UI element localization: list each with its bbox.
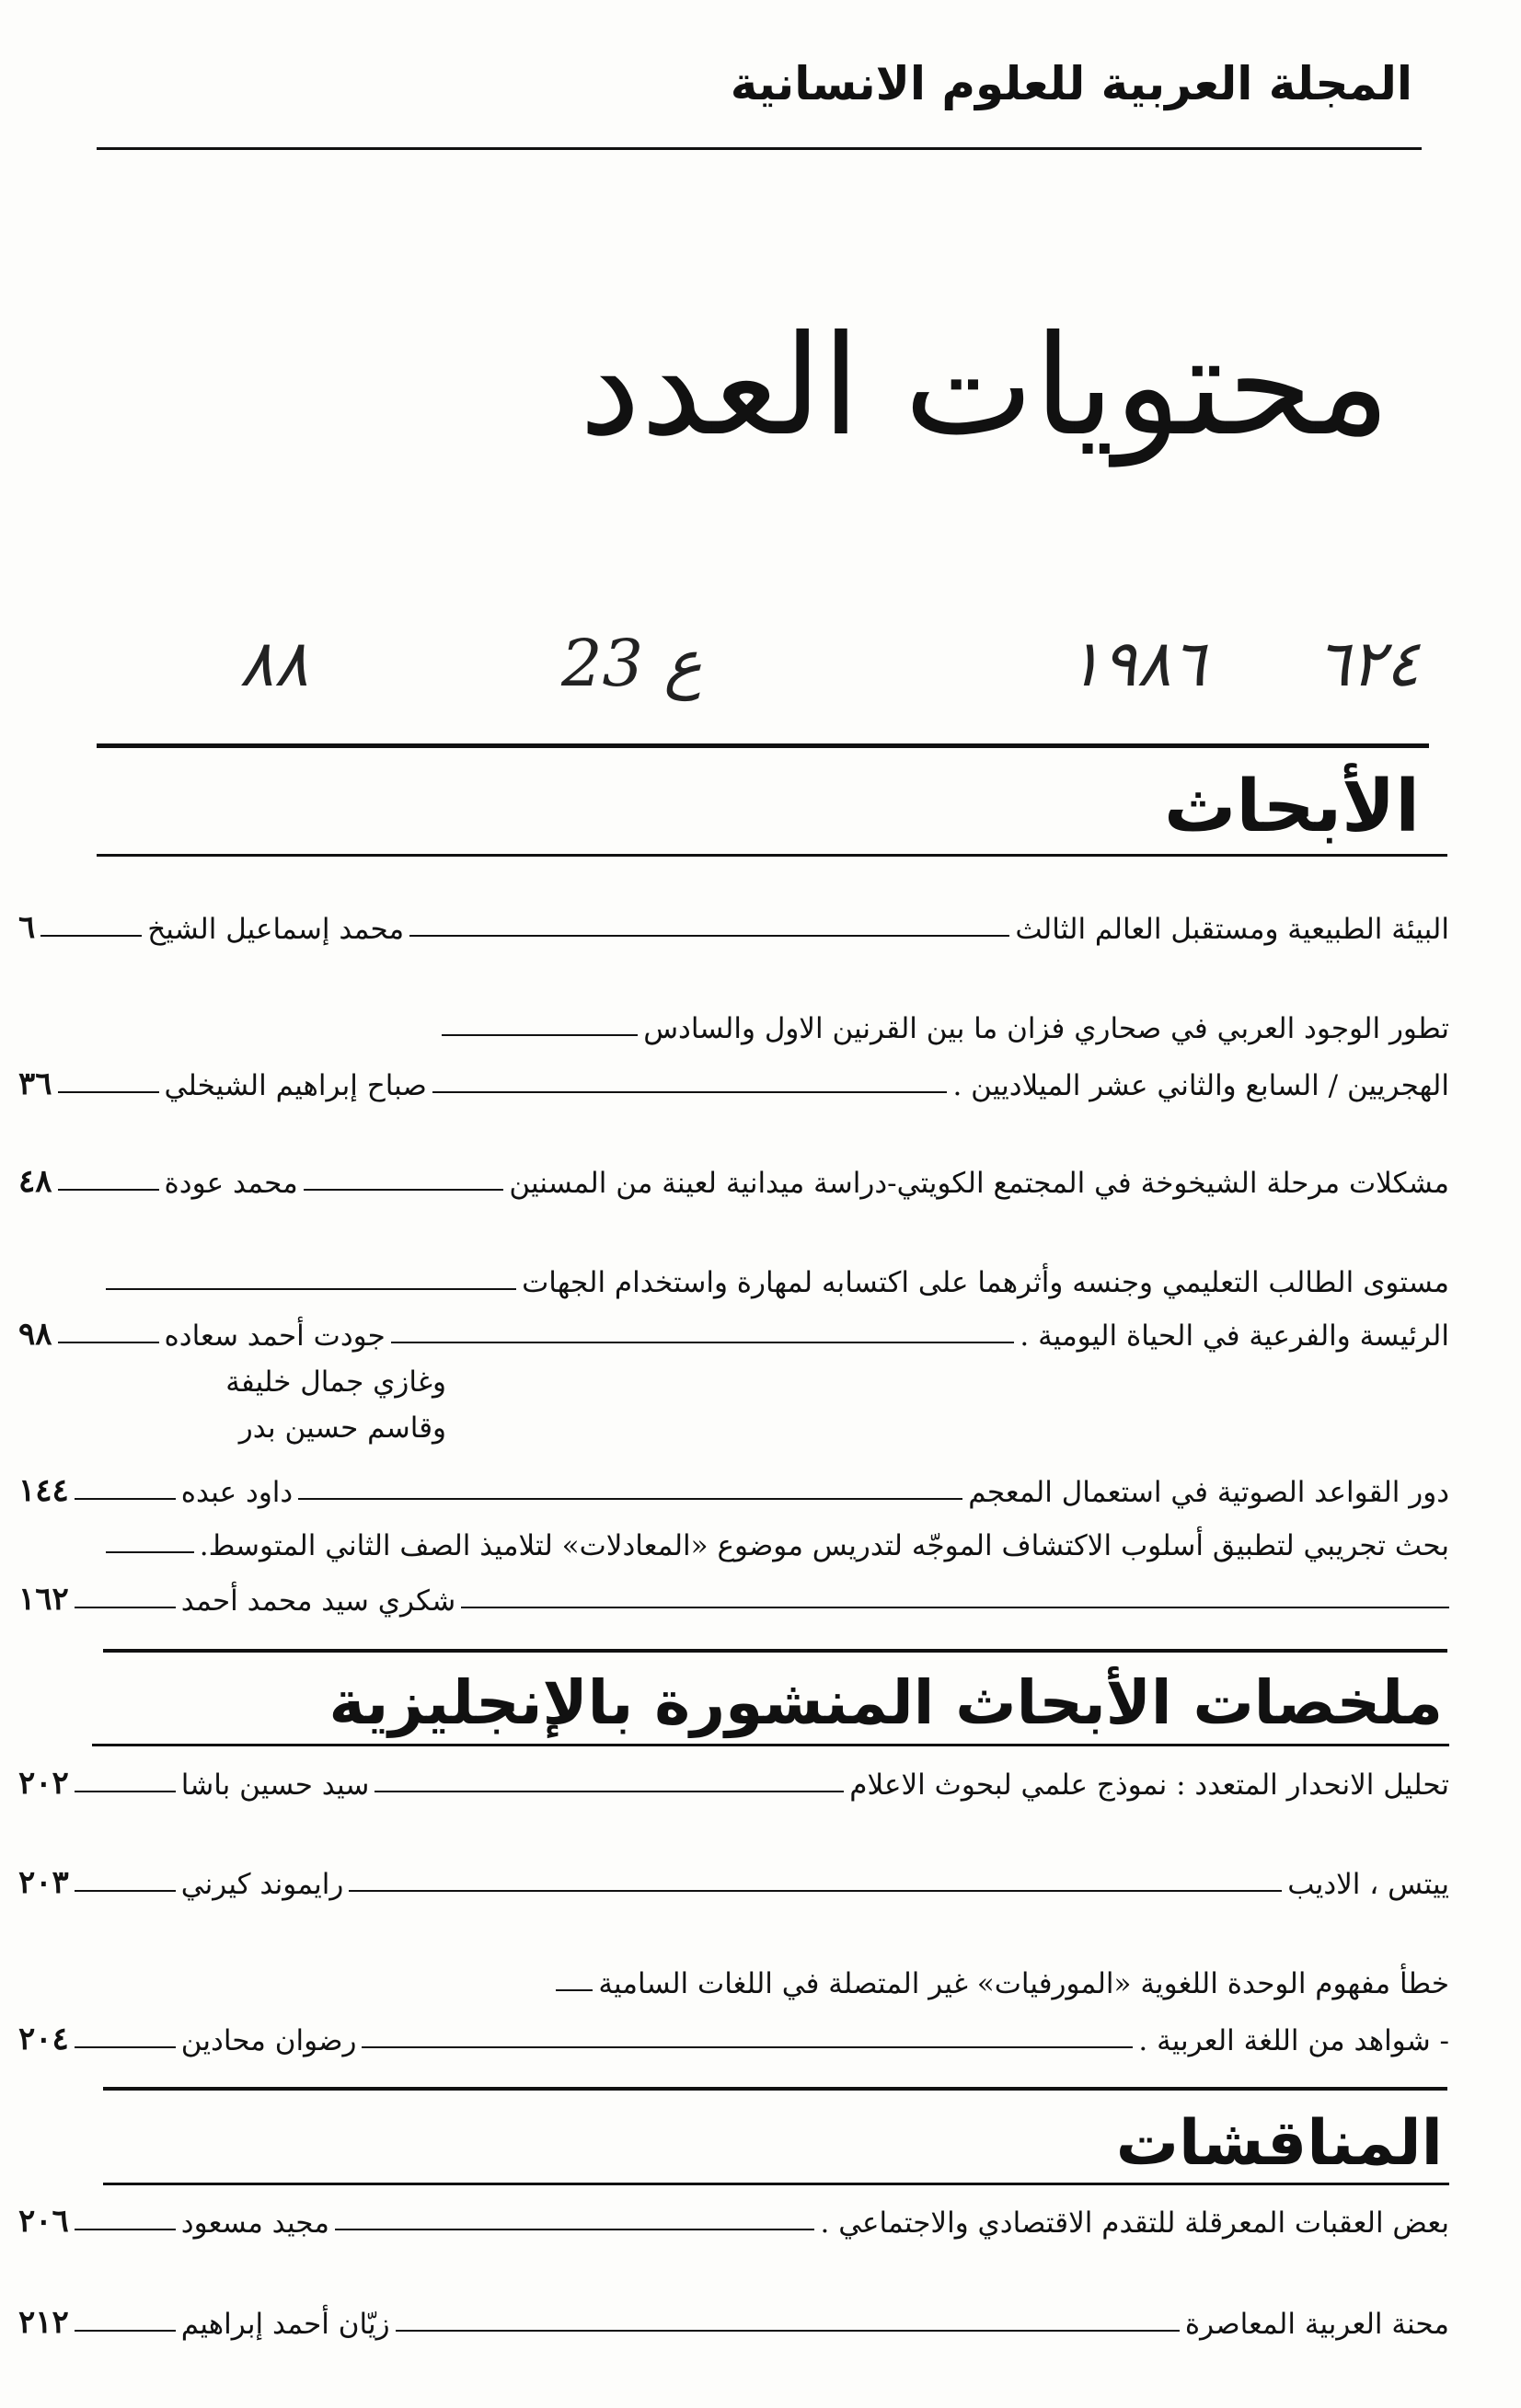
entry-author: محمد إسماعيل الشيخ (147, 913, 405, 946)
section-rule-top (103, 2087, 1447, 2091)
entry-page: ٢٠٢ (18, 1765, 69, 1802)
entry-title: بحث تجريبي لتطبيق أسلوب الاكتشاف الموجّه لتدريس موضوع «المعادلات» لتلاميذ الصف الثاني المتوسط. (199, 1529, 1449, 1562)
entry-title: ييتس ، الاديب (1287, 1868, 1449, 1901)
leader-line (556, 1989, 593, 1991)
entry-page: ١٤٤ (18, 1472, 69, 1509)
entry-author: سيد حسين باشا (180, 1769, 370, 1802)
leader-line (75, 2229, 176, 2230)
entry-title: الرئيسة والفرعية في الحياة اليومية . (1020, 1319, 1449, 1353)
page-title: محتويات العدد (579, 306, 1390, 467)
entry-page: ٤٨ (18, 1163, 52, 1200)
entry-author: رضوان محادين (180, 2024, 357, 2057)
entry-title: بعض العقبات المعرقلة للتقدم الاقتصادي والاجتماعي . (820, 2206, 1449, 2240)
entry-title: البيئة الطبيعية ومستقبل العالم الثالث (1015, 913, 1449, 946)
entry-title: خطأ مفهوم الوحدة اللغوية «المورفيات» غير المتصلة في اللغات السامية (598, 1967, 1449, 2000)
entry-page: ١٦٢ (18, 1581, 69, 1618)
handwritten-note-c: ع 23 (561, 626, 703, 701)
leader-line (298, 1498, 962, 1500)
entry-page: ٢٠٦ (18, 2203, 69, 2240)
entry-author: صباح إبراهيم الشيخلي (164, 1069, 427, 1102)
handwritten-note-b: ١٩٨٦ (1067, 626, 1206, 701)
entry-page: ٦ (18, 909, 36, 946)
section-rule-top (97, 743, 1429, 748)
section-title-discussions: المناقشات (1115, 2107, 1443, 2180)
entry-author: زيّان أحمد إبراهيم (180, 2308, 390, 2341)
leader-line (75, 1791, 176, 1792)
section-rule-bottom (97, 854, 1447, 857)
leader-line (432, 1091, 948, 1093)
entry-author: محمد عودة (164, 1167, 298, 1200)
entry-title: مشكلات مرحلة الشيخوخة في المجتمع الكويتي-دراسة ميدانية لعينة من المسنين (509, 1167, 1449, 1200)
leader-line (75, 1498, 176, 1500)
leader-line (362, 2046, 1133, 2048)
entry-title: تحليل الانحدار المتعدد : نموذج علمي لبحوث الاعلام (849, 1769, 1449, 1802)
entry-coauthor: وقاسم حسين بدر (238, 1411, 446, 1445)
entry-page: ٩٨ (18, 1316, 52, 1353)
entry-title: محنة العربية المعاصرة (1184, 2308, 1449, 2341)
entry-author: رايموند كيرني (180, 1868, 344, 1901)
header-rule (97, 147, 1422, 150)
section-rule-top (103, 1649, 1447, 1653)
entry-title: - شواهد من اللغة العربية . (1138, 2024, 1449, 2057)
section-rule-bottom (103, 2183, 1449, 2185)
entry-page: ٢٠٤ (18, 2021, 69, 2057)
entry-page: ٢٠٣ (18, 1864, 69, 1901)
entry-title: مستوى الطالب التعليمي وجنسه وأثرهما على اكتسابه لمهارة واستخدام الجهات (522, 1266, 1449, 1299)
leader-line (40, 935, 142, 937)
leader-line (349, 1890, 1282, 1892)
leader-line (75, 2046, 176, 2048)
entry-title: تطور الوجود العربي في صحاري فزان ما بين القرنين الاول والسادس (643, 1012, 1449, 1045)
leader-line (442, 1034, 638, 1036)
leader-line (374, 1791, 844, 1792)
section-title-abstracts: ملخصات الأبحاث المنشورة بالإنجليزية (328, 1667, 1443, 1738)
entry-author: داود عبده (180, 1476, 294, 1509)
entry-title: دور القواعد الصوتية في استعمال المعجم (968, 1476, 1449, 1509)
handwritten-note-a: ٦٢٤ (1316, 626, 1420, 701)
handwritten-note-d: ٨٨ (239, 626, 309, 701)
leader-line (335, 2229, 815, 2230)
leader-line (75, 1890, 176, 1892)
leader-line (396, 2330, 1180, 2332)
journal-name: المجلة العربية للعلوم الانسانية (730, 57, 1412, 110)
leader-line (304, 1189, 504, 1191)
leader-line (106, 1288, 516, 1290)
leader-line (75, 2330, 176, 2332)
entry-title: الهجريين / السابع والثاني عشر الميلاديين . (952, 1069, 1449, 1102)
section-title-research: الأبحاث (1164, 766, 1420, 848)
leader-line (106, 1551, 194, 1553)
entry-page: ٣٦ (18, 1066, 52, 1102)
section-rule-bottom (92, 1744, 1449, 1746)
leader-line (461, 1607, 1449, 1608)
leader-line (58, 1189, 159, 1191)
entry-coauthor: وغازي جمال خليفة (225, 1365, 446, 1399)
entry-page: ٢١٢ (18, 2304, 69, 2341)
entry-author: جودت أحمد سعاده (164, 1319, 386, 1353)
leader-line (75, 1607, 176, 1608)
leader-line (58, 1342, 159, 1343)
entry-author: مجيد مسعود (180, 2206, 329, 2240)
leader-line (409, 935, 1009, 937)
leader-line (391, 1342, 1015, 1343)
entry-author: شكري سيد محمد أحمد (180, 1584, 456, 1618)
leader-line (58, 1091, 159, 1093)
